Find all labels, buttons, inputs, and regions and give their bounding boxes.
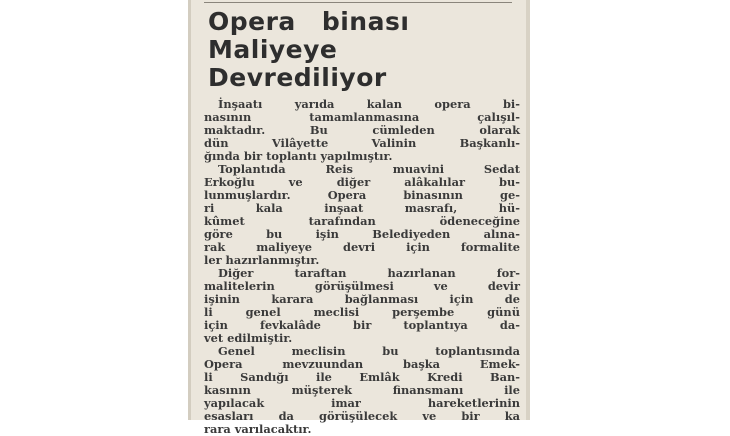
article-line: rara varılacaktır. [204,422,312,436]
headline-line-1 [208,8,518,36]
clipping-right-edge [526,0,530,420]
article-line: li Sandığı ile Emlâk Kredi Ban- [204,370,520,384]
article-line: Genel meclisin bu toplantısında [218,344,520,358]
article-line: kûmet tarafından ödeneceğine [204,214,520,228]
article-line: için fevkalâde bir toplantıya da- [204,318,520,332]
article-line: işinin karara bağlanması için de [204,292,520,306]
article-line: Diğer taraftan hazırlanan for- [218,266,520,280]
article-line: Erkoğlu ve diğer alâkalılar bu- [204,175,520,189]
article-body [204,98,520,436]
article-line: li genel meclisi perşembe günü [204,305,520,319]
article-line: kasının müşterek finansmanı ile [204,383,520,397]
article-line: lunmuşlardır. Opera binasının ge- [204,188,520,202]
article-line: ri kala inşaat masrafı, hü- [204,201,520,215]
article-line: vet edilmiştir. [204,331,293,345]
article-headline [208,8,518,92]
article-line: İnşaatı yarıda kalan opera bi- [218,97,520,111]
newspaper-clipping [188,0,530,436]
headline-line-2: Maliyeye [208,35,338,64]
article-line: nasının tamamlanmasına çalışıl- [204,110,520,124]
article-line: malitelerin görüşülmesi ve devir [204,279,520,293]
article-line: Opera mevzuundan başka Emek- [204,357,520,371]
article-line: ler hazırlanmıştır. [204,253,320,267]
article-line: Toplantıda Reis muavini Sedat [218,162,520,176]
headline-word-opera: Opera [208,7,296,36]
top-rule [204,2,512,3]
article-line: dün Vilâyette Valinin Başkanlı- [204,136,520,150]
article-line: rak maliyeye devri için formalite [204,240,520,254]
clipping-left-edge [188,0,191,420]
article-line: göre bu işin Belediyeden alına- [204,227,520,241]
headline-word-binasi: binası [321,7,410,36]
headline-line-3: Devrediliyor [208,63,387,92]
article-line: esasları da görüşülecek ve bir ka [204,409,520,423]
article-line: yapılacak imar hareketlerinin [204,396,520,410]
article-line: ğında bir toplantı yapılmıştır. [204,149,393,163]
article-line: maktadır. Bu cümleden olarak [204,123,520,137]
